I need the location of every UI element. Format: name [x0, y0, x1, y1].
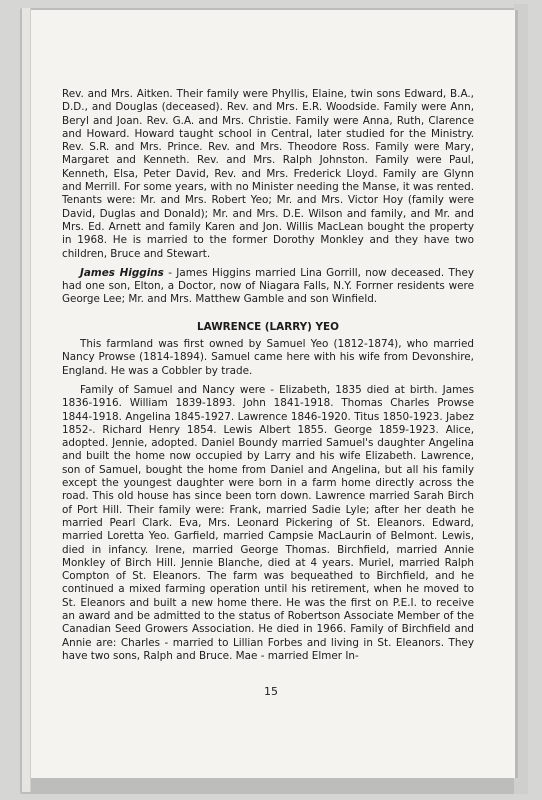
entry-text: - James Higgins married Lina Gorrill, now deceased. They had one son, Elton, a Doctor, now of Niagara Falls, N.Y. Forrner residents were George Lee; Mr. and Mrs. Matthew Gamble and son Winfield. — [62, 266, 474, 306]
page-binding — [22, 8, 31, 792]
paragraph-james-higgins — [62, 267, 474, 307]
page-number: 15 — [264, 685, 278, 698]
section-heading: LAWRENCE (LARRY) YEO — [197, 320, 339, 333]
paragraph-ministers: Rev. and Mrs. Aitken. Their family were Phyllis, Elaine, twin sons Edward, B.A., D.D., and Douglas (deceased). Rev. and Mrs. E.R. Woodside. Family were Ann, Beryl and Joan. Rev. G.A. and Mrs. Christie. Family were Anna, Ruth, Clarence and Howard. Howard taught school in Central, later studied for the Ministry. Rev. S.R. and Mrs. Prince. Rev. and Mrs. Theodore Ross. Family were Mary, Margaret and Kenneth. Rev. and Mrs. Ralph Johnston. Family were Paul, Kenneth, Elsa, Peter David, Rev. and Mrs. Frederick Lloyd. Family are Glynn and Merrill. For some years, with no Minister needing the Manse, it was rented. Tenants were: Mr. and Mrs. Robert Yeo; Mr. and Mrs. Victor Hoy (family were David, Duglas and Donald); Mr. and Mrs. D.E. Wilson and family, and Mr. and Mrs. Ed. Arnett and family Karen and Jon. Willis MacLean bought the property in 1968. He is married to the former Dorothy Monkley and they have two children, Bruce and Stewart. — [62, 88, 474, 260]
entry-name: James Higgins — [80, 266, 164, 279]
paragraph-farmland-history: This farmland was first owned by Samuel Yeo (1812-1874), who married Nancy Prowse (1814-1894). Samuel came here with his wife from Devonshire, England. He was a Cobbler by trade. — [62, 338, 474, 377]
paragraph-family-history: Family of Samuel and Nancy were - Elizabeth, 1835 died at birth. James 1836-1916. William 1839-1893. John 1841-1918. Thomas Charles Prowse 1844-1918. Angelina 1845-1927. Lawrence 1846-1920. Titus 1850-1923. Jabez 1852-. Richard Henry 1854. Lewis Albert 1855. George 1859-1923. Alice, adopted. Jennie, adopted. Daniel Boundy married Samuel's daughter Angelina and built the home now occupied by Larry and his wife Elizabeth. Lawrence, son of Samuel, bought the home from Daniel and Angelina, but all his family except the youngest daughter were born in a farm home directly across the road. This old house has since been torn down. Lawrence married Sarah Birch of Port Hill. Their family were: Frank, married Sadie Lyle; after her death he married Pearl Clark. Eva, Mrs. Leonard Pickering of St. Eleanors. Edward, married Loretta Yeo. Garfield, married Campsie MacLaurin of Belmont. Lewis, died in infancy. Irene, married George Thomas. Birchfield, married Annie Monkley of Birch Hill. Jennie Blanche, died at 4 years. Muriel, married Ralph Compton of St. Eleanors. The farm was bequeathed to Birchfield, and he continued a mixed farming operation until his retirement, when he moved to St. Eleanors and built a new home there. He was the first on P.E.I. to receive an award and be admitted to the status of Robertson Associate Member of the Canadian Seed Growers Association. He died in 1966. Family of Birchfield and Annie are: Charles - married to Lillian Forbes and living in St. Eleanors. They have two sons, Ralph and Bruce. Mae - married Elmer In- — [62, 383, 474, 662]
page-text-block — [62, 88, 474, 663]
